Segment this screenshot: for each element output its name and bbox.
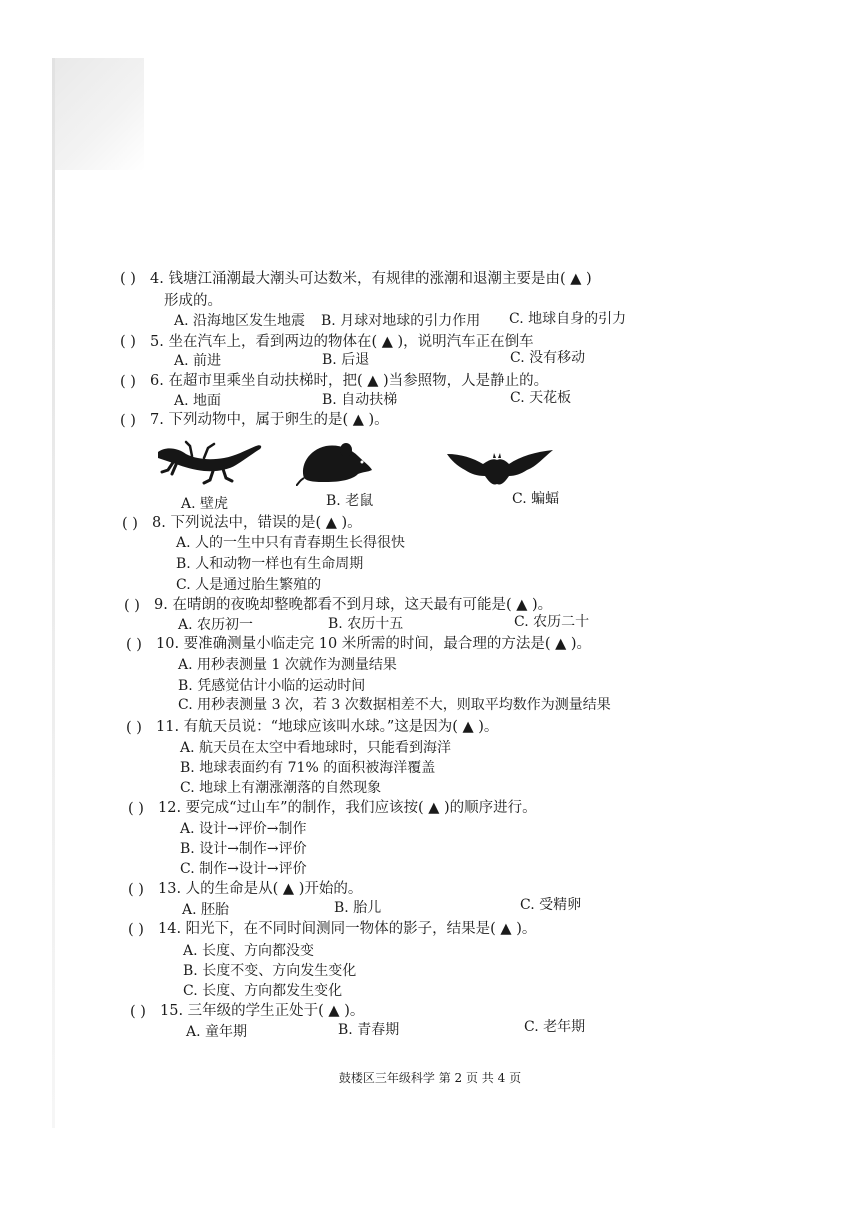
question-14-stem: 14. 阳光下，在不同时间测同一物体的影子，结果是( ▲ )。 [158, 921, 537, 937]
q5-option-c[interactable]: C. 没有移动 [510, 350, 586, 366]
q6-option-c[interactable]: C. 天花板 [510, 390, 572, 406]
mouse-icon[interactable] [296, 440, 374, 486]
q12-option-a[interactable]: A. 设计→评价→制作 [180, 821, 307, 837]
q9-option-a[interactable]: A. 农历初一 [178, 617, 254, 633]
q7-option-b[interactable]: B. 老鼠 [326, 493, 374, 509]
answer-paren-8[interactable]: ( ) [122, 516, 138, 532]
answer-paren-11[interactable]: ( ) [126, 720, 142, 736]
q10-option-a[interactable]: A. 用秒表测量 1 次就作为测量结果 [178, 657, 397, 673]
question-10-stem: 10. 要准确测量小临走完 10 米所需的时间，最合理的方法是( ▲ )。 [156, 636, 592, 652]
q4-option-c[interactable]: C. 地球自身的引力 [509, 311, 627, 327]
q4-option-a[interactable]: A. 沿海地区发生地震 [174, 313, 306, 329]
answer-paren-13[interactable]: ( ) [128, 882, 144, 898]
q10-option-c[interactable]: C. 用秒表测量 3 次，若 3 次数据相差不大，则取平均数作为测量结果 [178, 697, 611, 713]
question-15-stem: 15. 三年级的学生正处于( ▲ )。 [160, 1003, 365, 1019]
question-9-stem: 9. 在晴朗的夜晚却整晚都看不到月球，这天最有可能是( ▲ )。 [154, 597, 553, 613]
answer-paren-5[interactable]: ( ) [120, 334, 136, 350]
q14-option-c[interactable]: C. 长度、方向都发生变化 [183, 983, 343, 999]
question-13-stem: 13. 人的生命是从( ▲ )开始的。 [158, 881, 363, 897]
q12-option-b[interactable]: B. 设计→制作→评价 [180, 841, 307, 857]
answer-paren-9[interactable]: ( ) [124, 598, 140, 614]
answer-paren-4[interactable]: ( ) [120, 271, 136, 287]
question-4-stem: 4. 钱塘江涌潮最大潮头可达数米，有规律的涨潮和退潮主要是由( ▲ ) [150, 271, 592, 287]
q13-option-a[interactable]: A. 胚胎 [182, 902, 230, 918]
bat-icon[interactable] [447, 448, 553, 486]
answer-paren-6[interactable]: ( ) [120, 374, 136, 390]
question-8-stem: 8. 下列说法中，错误的是( ▲ )。 [152, 515, 362, 531]
question-11-stem: 11. 有航天员说：“地球应该叫水球。”这是因为( ▲ )。 [156, 719, 499, 735]
q13-option-b[interactable]: B. 胎儿 [334, 900, 382, 916]
question-5-stem: 5. 坐在汽车上，看到两边的物体在( ▲ )，说明汽车正在倒车 [150, 334, 534, 350]
q9-option-b[interactable]: B. 农历十五 [328, 616, 404, 632]
q13-option-c[interactable]: C. 受精卵 [520, 897, 582, 913]
q4-option-b[interactable]: B. 月球对地球的引力作用 [321, 313, 481, 329]
page-footer: 鼓楼区三年级科学 第 2 页 共 4 页 [338, 1071, 522, 1085]
q8-option-c[interactable]: C. 人是通过胎生繁殖的 [176, 577, 322, 593]
gecko-icon[interactable] [156, 438, 264, 486]
q11-option-a[interactable]: A. 航天员在太空中看地球时，只能看到海洋 [180, 740, 452, 756]
q11-option-b[interactable]: B. 地球表面约有 71% 的面积被海洋覆盖 [180, 760, 436, 776]
q5-option-b[interactable]: B. 后退 [322, 352, 370, 368]
q8-option-a[interactable]: A. 人的一生中只有青春期生长得很快 [176, 535, 406, 551]
answer-paren-7[interactable]: ( ) [120, 413, 136, 429]
q12-option-c[interactable]: C. 制作→设计→评价 [180, 861, 307, 877]
answer-paren-14[interactable]: ( ) [128, 922, 144, 938]
q14-option-a[interactable]: A. 长度、方向都没变 [183, 943, 315, 959]
q7-option-c[interactable]: C. 蝙蝠 [512, 491, 560, 507]
q6-option-b[interactable]: B. 自动扶梯 [322, 392, 398, 408]
q15-option-c[interactable]: C. 老年期 [524, 1019, 586, 1035]
q6-option-a[interactable]: A. 地面 [174, 393, 222, 409]
q11-option-c[interactable]: C. 地球上有潮涨潮落的自然现象 [180, 780, 382, 796]
q15-option-b[interactable]: B. 青春期 [338, 1022, 400, 1038]
q10-option-b[interactable]: B. 凭感觉估计小临的运动时间 [178, 678, 366, 694]
question-12-stem: 12. 要完成“过山车”的制作，我们应该按( ▲ )的顺序进行。 [158, 800, 537, 816]
q7-option-a[interactable]: A. 壁虎 [181, 496, 229, 512]
answer-paren-15[interactable]: ( ) [130, 1004, 146, 1020]
q8-option-b[interactable]: B. 人和动物一样也有生命周期 [176, 556, 364, 572]
q15-option-a[interactable]: A. 童年期 [186, 1024, 248, 1040]
question-6-stem: 6. 在超市里乘坐自动扶梯时，把( ▲ )当参照物，人是静止的。 [150, 373, 549, 389]
answer-paren-10[interactable]: ( ) [126, 637, 142, 653]
q14-option-b[interactable]: B. 长度不变、方向发生变化 [183, 963, 357, 979]
q9-option-c[interactable]: C. 农历二十 [514, 614, 590, 630]
question-7-stem: 7. 下列动物中，属于卵生的是( ▲ )。 [150, 412, 389, 428]
answer-paren-12[interactable]: ( ) [128, 801, 144, 817]
question-4-stem-cont: 形成的。 [164, 293, 222, 309]
q5-option-a[interactable]: A. 前进 [174, 353, 222, 369]
